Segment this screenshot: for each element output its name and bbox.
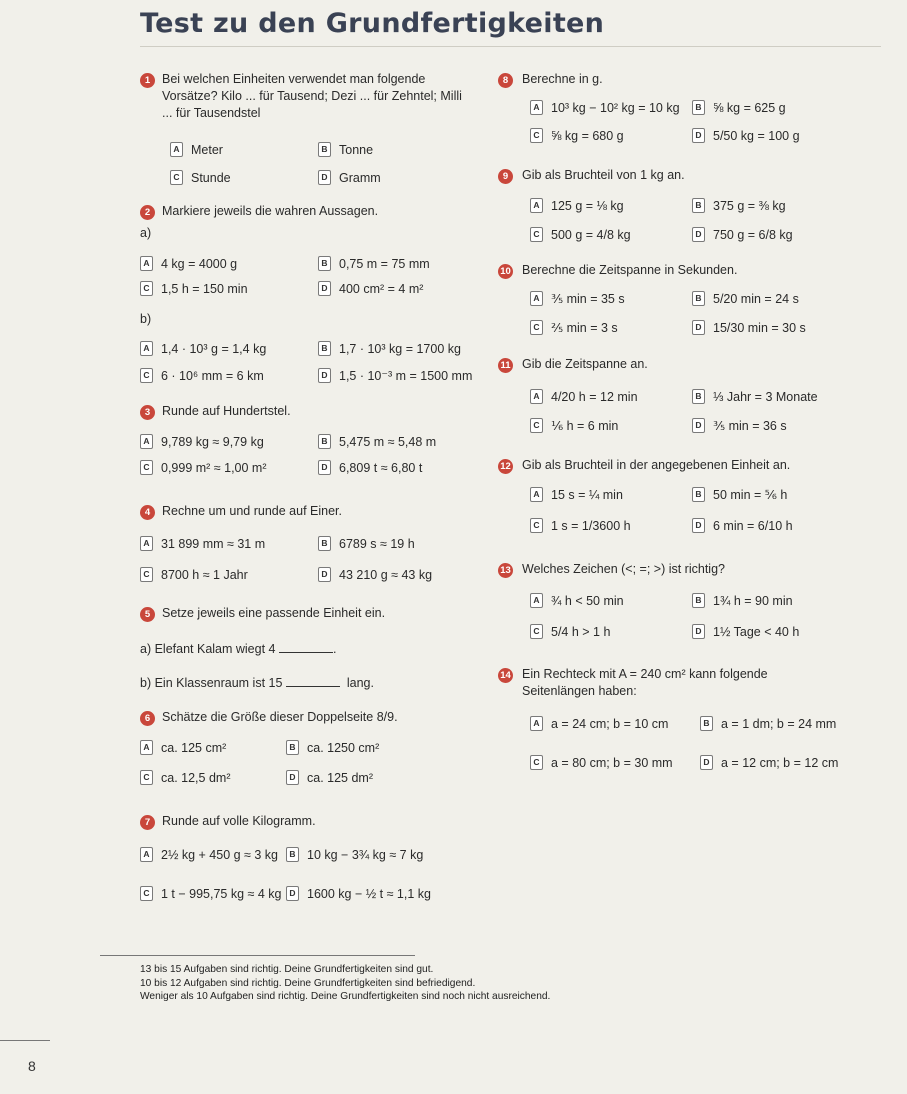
t9-option-b-text: 375 g = ⅜ kg	[713, 199, 786, 213]
title-divider	[140, 46, 881, 47]
t3-option-a[interactable]: A 9,789 kg ≈ 9,79 kg	[140, 434, 264, 450]
t10-option-c[interactable]: C ⅖ min = 3 s	[530, 320, 618, 336]
t8-option-a-text: 10³ kg − 10² kg = 10 kg	[551, 101, 680, 115]
score-legend	[140, 963, 550, 1004]
t14-option-b-text: a = 1 dm; b = 24 mm	[721, 717, 837, 731]
t3-option-a-text: 9,789 kg ≈ 9,79 kg	[161, 435, 264, 449]
task-8-text: Berechne in g.	[522, 72, 603, 86]
task-3-text: Runde auf Hundertstel.	[162, 404, 291, 418]
t11-option-a[interactable]: A 4/20 h = 12 min	[530, 389, 638, 405]
t1-option-a-text: Meter	[191, 143, 223, 157]
letter-c-box: C	[170, 170, 183, 185]
task-10-text: Berechne die Zeitspanne in Sekunden.	[522, 263, 738, 277]
task-number-5: 5	[140, 607, 155, 622]
task-number-8: 8	[498, 73, 513, 88]
t11-option-d[interactable]: D ⅗ min = 36 s	[692, 418, 787, 434]
task-12-text: Gib als Bruchteil in der angegebenen Einheit an.	[522, 458, 791, 472]
t6-option-a-text: ca. 125 cm²	[161, 741, 227, 755]
t11-option-b-text: ⅓ Jahr = 3 Monate	[713, 390, 818, 404]
t13-option-a-text: ¾ h < 50 min	[551, 594, 624, 608]
t14-option-d-text: a = 12 cm; b = 12 cm	[721, 756, 839, 770]
t8-option-b-text: ⅝ kg = 625 g	[713, 101, 786, 115]
t4-option-b[interactable]: B 6789 s ≈ 19 h	[318, 536, 415, 552]
t7-option-c-text: 1 t − 995,75 kg ≈ 4 kg	[161, 887, 282, 901]
t1-option-c-text: Stunde	[191, 171, 231, 185]
t12-option-a[interactable]: A 15 s = ¼ min	[530, 487, 623, 503]
t5-sub-b-text: b) Ein Klassenraum ist 15	[140, 676, 283, 690]
t14-option-c-text: a = 80 cm; b = 30 mm	[551, 756, 673, 770]
t3-option-c-text: 0,999 m² ≈ 1,00 m²	[161, 461, 267, 475]
t10-option-a-text: ⅗ min = 35 s	[551, 292, 625, 306]
score-line-good: 13 bis 15 Aufgaben sind richtig. Deine Grundfertigkeiten sind gut.	[140, 964, 434, 975]
t10-option-b[interactable]: B 5/20 min = 24 s	[692, 291, 799, 307]
t2b-option-b[interactable]: B 1,7 · 10³ kg = 1700 kg	[318, 341, 461, 357]
t9-option-d[interactable]: D 750 g = 6/8 kg	[692, 227, 793, 243]
t9-option-a[interactable]: A 125 g = ⅛ kg	[530, 198, 624, 214]
page-number: 8	[28, 1058, 36, 1074]
task-11-text: Gib die Zeitspanne an.	[522, 357, 648, 371]
t4-option-b-text: 6789 s ≈ 19 h	[339, 537, 415, 551]
t7-option-a[interactable]: A 2½ kg + 450 g ≈ 3 kg	[140, 847, 278, 863]
t7-option-d-text: 1600 kg − ½ t ≈ 1,1 kg	[307, 887, 431, 901]
task-number-12: 12	[498, 459, 513, 474]
t7-option-a-text: 2½ kg + 450 g ≈ 3 kg	[161, 848, 279, 862]
t2b-option-a-text: 1,4 · 10³ g = 1,4 kg	[161, 342, 267, 356]
t6-option-d[interactable]: D ca. 125 dm²	[286, 770, 373, 786]
score-line-insufficient: Weniger als 10 Aufgaben sind richtig. Deine Grundfertigkeiten sind noch nicht ausreichend.	[140, 991, 551, 1002]
t12-option-a-text: 15 s = ¼ min	[551, 488, 623, 502]
t11-option-c-text: ⅙ h = 6 min	[551, 419, 619, 433]
t5-b-end: lang.	[346, 676, 374, 690]
task-number-3: 3	[140, 405, 155, 420]
letter-d-box: D	[318, 170, 331, 185]
task-number-6: 6	[140, 711, 155, 726]
t11-option-a-text: 4/20 h = 12 min	[551, 390, 638, 404]
t7-option-b[interactable]: B 10 kg − 3¾ kg ≈ 7 kg	[286, 847, 423, 863]
t2b-option-c[interactable]: C 6 · 10⁶ mm = 6 km	[140, 368, 264, 384]
t9-option-b[interactable]: B 375 g = ⅜ kg	[692, 198, 786, 214]
task-1-text: Bei welchen Einheiten verwendet man folgende Vorsätze? Kilo ... für Tausend; Dezi ... für Zehntel; Milli ... für Tausendstel	[162, 72, 462, 120]
t4-option-d-text: 43 210 g ≈ 43 kg	[339, 568, 433, 582]
task-number-7: 7	[140, 815, 155, 830]
letter-b-box: B	[318, 142, 331, 157]
t5-b-blank-field[interactable]	[286, 676, 340, 687]
t2b-option-a[interactable]: A 1,4 · 10³ g = 1,4 kg	[140, 341, 266, 357]
task-number-10: 10	[498, 264, 513, 279]
t1-option-d-text: Gramm	[339, 171, 381, 185]
task-9-text: Gib als Bruchteil von 1 kg an.	[522, 168, 685, 182]
task-number-4: 4	[140, 505, 155, 520]
letter-a-box: A	[170, 142, 183, 157]
t14-option-d[interactable]: D a = 12 cm; b = 12 cm	[700, 755, 838, 771]
t13-option-b[interactable]: B 1¾ h = 90 min	[692, 593, 793, 609]
t11-option-d-text: ⅗ min = 36 s	[713, 419, 787, 433]
t2b-option-c-text: 6 · 10⁶ mm = 6 km	[161, 369, 264, 383]
t12-option-c[interactable]: C 1 s = 1/3600 h	[530, 518, 631, 534]
t10-option-d[interactable]: D 15/30 min = 30 s	[692, 320, 806, 336]
task-number-13: 13	[498, 563, 513, 578]
t4-option-c-text: 8700 h ≈ 1 Jahr	[161, 568, 248, 582]
task-number-2: 2	[140, 205, 155, 220]
t1-option-b-text: Tonne	[339, 143, 374, 157]
t14-option-c[interactable]: C a = 80 cm; b = 30 mm	[530, 755, 673, 771]
t13-option-c-text: 5/4 h > 1 h	[551, 625, 611, 639]
task-number-11: 11	[498, 358, 513, 373]
t7-option-d[interactable]: D 1600 kg − ½ t ≈ 1,1 kg	[286, 886, 431, 902]
t12-option-b-text: 50 min = ⅚ h	[713, 488, 788, 502]
t5-a-blank-field[interactable]	[279, 642, 333, 653]
task-5-text: Setze jeweils eine passende Einheit ein.	[162, 606, 386, 620]
t9-option-a-text: 125 g = ⅛ kg	[551, 199, 624, 213]
t11-option-c[interactable]: C ⅙ h = 6 min	[530, 418, 618, 434]
t14-option-a-text: a = 24 cm; b = 10 cm	[551, 717, 669, 731]
t1-option-c[interactable]	[170, 170, 231, 186]
t6-option-b-text: ca. 1250 cm²	[307, 741, 380, 755]
t2a-option-d[interactable]: D 400 cm² = 4 m²	[318, 281, 423, 297]
t9-option-d-text: 750 g = 6/8 kg	[713, 228, 793, 242]
t6-option-d-text: ca. 125 dm²	[307, 771, 374, 785]
t6-option-b[interactable]: B ca. 1250 cm²	[286, 740, 379, 756]
t2-sub-a-label: a)	[140, 226, 152, 240]
t2b-option-d[interactable]: D 1,5 · 10⁻³ m = 1500 mm	[318, 368, 472, 384]
t10-option-d-text: 15/30 min = 30 s	[713, 321, 806, 335]
t5-a-end: .	[332, 642, 337, 656]
t10-option-c-text: ⅖ min = 3 s	[551, 321, 618, 335]
t4-option-d[interactable]: D 43 210 g ≈ 43 kg	[318, 567, 432, 583]
t13-option-c[interactable]: C 5/4 h > 1 h	[530, 624, 610, 640]
t5-sub-a-text: a) Elefant Kalam wiegt 4	[140, 642, 276, 656]
t2a-option-a[interactable]: A 4 kg = 4000 g	[140, 256, 237, 272]
t7-option-c[interactable]: C 1 t − 995,75 kg ≈ 4 kg	[140, 886, 281, 902]
t2a-option-b[interactable]: B 0,75 m = 75 mm	[318, 256, 430, 272]
t3-option-d-text: 6,809 t ≈ 6,80 t	[339, 461, 423, 475]
task-7-text: Runde auf volle Kilogramm.	[162, 814, 316, 828]
t8-option-c-text: ⅝ kg = 680 g	[551, 129, 624, 143]
t14-option-a[interactable]: A a = 24 cm; b = 10 cm	[530, 716, 668, 732]
t12-option-d[interactable]: D 6 min = 6/10 h	[692, 518, 793, 534]
t10-option-a[interactable]: A ⅗ min = 35 s	[530, 291, 625, 307]
t12-option-d-text: 6 min = 6/10 h	[713, 519, 793, 533]
t8-option-c[interactable]: C ⅝ kg = 680 g	[530, 128, 624, 144]
t3-option-b[interactable]: B 5,475 m ≈ 5,48 m	[318, 434, 436, 450]
t4-option-a-text: 31 899 mm ≈ 31 m	[161, 537, 266, 551]
t1-option-a[interactable]	[170, 142, 223, 158]
t13-option-d-text: 1½ Tage < 40 h	[713, 625, 800, 639]
t3-option-d[interactable]: D 6,809 t ≈ 6,80 t	[318, 460, 422, 476]
t14-option-b[interactable]: B a = 1 dm; b = 24 mm	[700, 716, 836, 732]
t5-sub-b	[140, 676, 374, 690]
task-14-text: Ein Rechteck mit A = 240 cm² kann folgende Seitenlängen haben:	[522, 667, 768, 698]
t2-sub-b-label: b)	[140, 312, 152, 326]
t8-option-a[interactable]: A 10³ kg − 10² kg = 10 kg	[530, 100, 680, 116]
task-number-14: 14	[498, 668, 513, 683]
t3-option-c[interactable]: C 0,999 m² ≈ 1,00 m²	[140, 460, 267, 476]
t1-option-b[interactable]	[318, 142, 373, 158]
task-4-text: Rechne um und runde auf Einer.	[162, 504, 342, 518]
t2a-option-d-text: 400 cm² = 4 m²	[339, 282, 424, 296]
t7-option-b-text: 10 kg − 3¾ kg ≈ 7 kg	[307, 848, 424, 862]
t8-option-d-text: 5/50 kg = 100 g	[713, 129, 800, 143]
t5-sub-a	[140, 642, 336, 656]
t10-option-b-text: 5/20 min = 24 s	[713, 292, 799, 306]
t4-option-a[interactable]: A 31 899 mm ≈ 31 m	[140, 536, 265, 552]
t2a-option-c[interactable]: C 1,5 h = 150 min	[140, 281, 248, 297]
t6-option-c[interactable]: C ca. 12,5 dm²	[140, 770, 230, 786]
t6-option-a[interactable]: A ca. 125 cm²	[140, 740, 226, 756]
t3-option-b-text: 5,475 m ≈ 5,48 m	[339, 435, 437, 449]
t11-option-b[interactable]: B ⅓ Jahr = 3 Monate	[692, 389, 818, 405]
t2a-option-a-text: 4 kg = 4000 g	[161, 257, 238, 271]
score-line-satisfactory: 10 bis 12 Aufgaben sind richtig. Deine Grundfertigkeiten sind befriedigend.	[140, 977, 476, 989]
t9-option-c-text: 500 g = 4/8 kg	[551, 228, 631, 242]
t8-option-b[interactable]: B ⅝ kg = 625 g	[692, 100, 786, 116]
t9-option-c[interactable]: C 500 g = 4/8 kg	[530, 227, 631, 243]
t2a-option-b-text: 0,75 m = 75 mm	[339, 257, 430, 271]
page-title: Test zu den Grundfertigkeiten	[140, 8, 605, 39]
page-number-rule	[0, 1040, 50, 1041]
t13-option-a[interactable]: A ¾ h < 50 min	[530, 593, 624, 609]
t4-option-c[interactable]: C 8700 h ≈ 1 Jahr	[140, 567, 248, 583]
t13-option-d[interactable]: D 1½ Tage < 40 h	[692, 624, 799, 640]
t12-option-b[interactable]: B 50 min = ⅚ h	[692, 487, 787, 503]
footer-divider	[100, 955, 415, 956]
task-6-text: Schätze die Größe dieser Doppelseite 8/9.	[162, 710, 398, 724]
t2b-option-b-text: 1,7 · 10³ kg = 1700 kg	[339, 342, 461, 356]
task-number-9: 9	[498, 169, 513, 184]
task-13-text: Welches Zeichen (<; =; >) ist richtig?	[522, 562, 725, 576]
t13-option-b-text: 1¾ h = 90 min	[713, 594, 793, 608]
t6-option-c-text: ca. 12,5 dm²	[161, 771, 231, 785]
t12-option-c-text: 1 s = 1/3600 h	[551, 519, 631, 533]
t2a-option-c-text: 1,5 h = 150 min	[161, 282, 248, 296]
task-number-1: 1	[140, 73, 155, 88]
task-2-text: Markiere jeweils die wahren Aussagen.	[162, 204, 379, 218]
t1-option-d[interactable]	[318, 170, 381, 186]
t2b-option-d-text: 1,5 · 10⁻³ m = 1500 mm	[339, 369, 473, 383]
t8-option-d[interactable]: D 5/50 kg = 100 g	[692, 128, 800, 144]
